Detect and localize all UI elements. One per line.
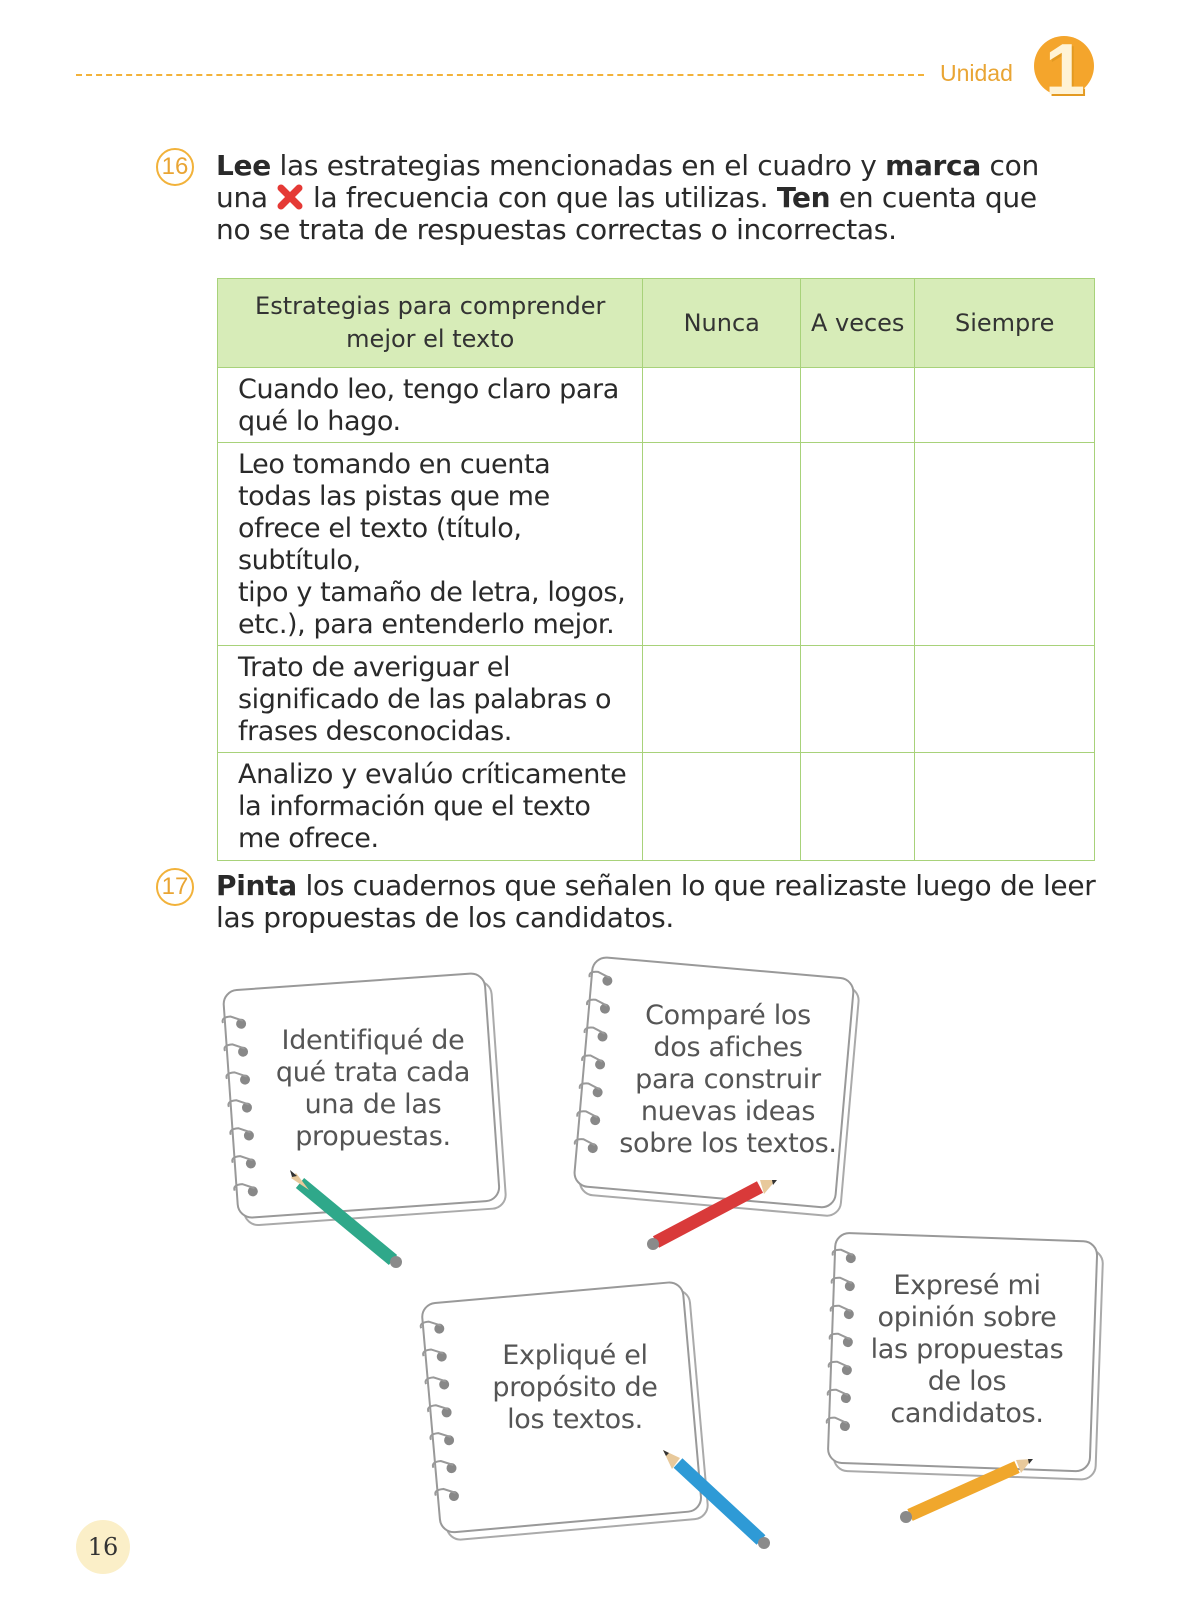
header-nunca: Nunca [643, 279, 801, 368]
notebook-line: sobre los textos. [619, 1128, 837, 1159]
strategy-line: significado de las palabras o [238, 684, 612, 715]
strategy-line: Analizo y evalúo críticamente [238, 759, 627, 790]
q16-text-part: la frecuencia con que las utilizas. [304, 181, 777, 214]
q17-text-part: los cuadernos que señalen lo que realizaste luego de leer [296, 869, 1096, 902]
notebook-line: una de las [304, 1089, 442, 1120]
q16-bold-lee: Lee [216, 149, 271, 182]
strategy-line: todas las pistas que me [238, 481, 550, 512]
notebook-2-text [613, 1000, 843, 1160]
q17-text-line2: las propuestas de los candidatos. [216, 901, 674, 934]
header-strategies-line2: mejor el texto [346, 325, 515, 353]
notebook-3-text [460, 1340, 690, 1436]
strategy-line: frases desconocidas. [238, 716, 512, 747]
notebook-4-text [852, 1270, 1082, 1430]
strategy-line: Trato de averiguar el [238, 652, 511, 683]
strategy-line: ofrece el texto (título, subtítulo, [238, 513, 522, 576]
q16-text-part: con [980, 149, 1039, 182]
notebook-line: dos afiches [653, 1032, 803, 1063]
header-strategies-line1: Estrategias para comprender [255, 292, 606, 320]
page-number: 16 [76, 1520, 130, 1574]
strategy-line: tipo y tamaño de letra, logos, [238, 577, 626, 608]
strategy-line: la información que el texto [238, 791, 591, 822]
q17-bold-pinta: Pinta [216, 869, 297, 902]
notebook-1-text [258, 1025, 488, 1153]
q16-text-part: las estrategias mencionadas en el cuadro y [270, 149, 886, 182]
notebook-line: candidatos. [890, 1398, 1044, 1429]
notebook-line: propósito de [492, 1372, 658, 1403]
strategy-line: Cuando leo, tengo claro para [238, 374, 619, 405]
notebook-line: opinión sobre [877, 1302, 1057, 1333]
q16-bold-ten: Ten [776, 181, 831, 214]
header-siempre: Siempre [915, 279, 1095, 368]
q16-text-part: una [216, 181, 277, 214]
unit-number: 1 [1044, 30, 1086, 110]
notebook-line: propuestas. [295, 1121, 451, 1152]
notebook-line: los textos. [507, 1404, 643, 1435]
notebook-line: nuevas ideas [640, 1096, 816, 1127]
notebook-line: Expresé mi [893, 1270, 1041, 1301]
strategy-line: me ofrece. [238, 823, 379, 854]
strategy-line: etc.), para entenderlo mejor. [238, 609, 615, 640]
notebook-line: qué trata cada [275, 1057, 471, 1088]
notebook-line: para construir [635, 1064, 821, 1095]
unit-label: Unidad [940, 60, 1013, 86]
notebook-line: de los [927, 1366, 1007, 1397]
notebook-line: Identifiqué de [281, 1025, 465, 1056]
notebook-line: Comparé los [645, 1000, 811, 1031]
header-a-veces: A veces [800, 279, 914, 368]
question-16-number: 16 [156, 148, 194, 186]
question-17-number: 17 [156, 868, 194, 906]
strategy-line: Leo tomando en cuenta [238, 449, 551, 480]
q16-text-part: en cuenta que [830, 181, 1037, 214]
notebook-line: las propuestas [870, 1334, 1064, 1365]
q16-text-line3: no se trata de respuestas correctas o incorrectas. [216, 213, 897, 246]
q16-bold-marca: marca [885, 149, 981, 182]
notebook-line: Expliqué el [502, 1340, 648, 1371]
strategy-line: qué lo hago. [238, 406, 401, 437]
